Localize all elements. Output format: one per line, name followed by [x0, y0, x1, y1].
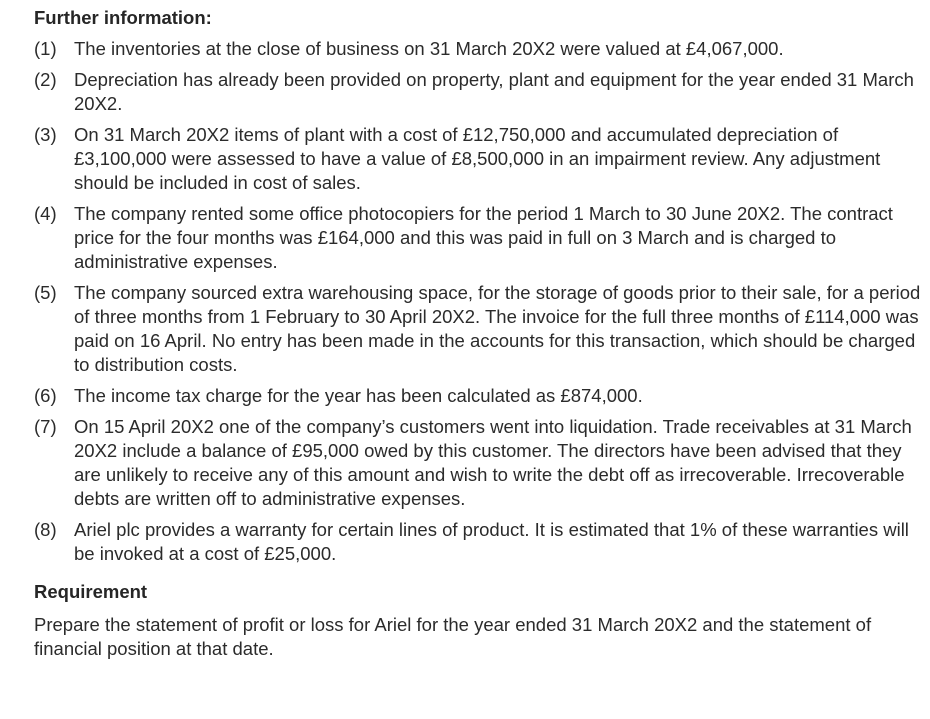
further-information-list [34, 37, 928, 566]
item-number: (4) [34, 203, 57, 224]
list-item-5 [34, 281, 928, 377]
requirement-text: Prepare the statement of profit or loss for Ariel for the year ended 31 March 20X2 and the statement of financial position at that date. [34, 614, 872, 659]
item-text: On 15 April 20X2 one of the company’s customers went into liquidation. Trade receivables at 31 March 20X2 include a balance of £95,000 owed by this customer. The directors have been advised that they are unlikely to receive any of this amount and wish to write the debt off as irrecoverable. Irrecoverable debts are written off to administrative expenses. [74, 416, 912, 509]
requirement-heading: Requirement [34, 581, 148, 602]
further-information-heading: Further information: [34, 7, 212, 28]
item-text: On 31 March 20X2 items of plant with a cost of £12,750,000 and accumulated depreciation of £3,100,000 were assessed to have a value of £8,500,000 in an impairment review. Any adjustment should be included in cost of sales. [74, 124, 881, 193]
document [34, 6, 928, 661]
item-number: (2) [34, 69, 57, 90]
list-item-8 [34, 518, 928, 566]
item-number: (7) [34, 416, 57, 437]
item-number: (6) [34, 385, 57, 406]
list-item-6 [34, 384, 928, 408]
list-item-1 [34, 37, 928, 61]
list-item-3 [34, 123, 928, 195]
item-text: The income tax charge for the year has been calculated as £874,000. [74, 385, 643, 406]
item-text: Ariel plc provides a warranty for certain lines of product. It is estimated that 1% of these warranties will be invoked at a cost of £25,000. [74, 519, 909, 564]
item-text: The company rented some office photocopiers for the period 1 March to 30 June 20X2. The contract price for the four months was £164,000 and this was paid in full on 3 March and is charged to administrative expenses. [74, 203, 893, 272]
item-number: (1) [34, 38, 57, 59]
item-number: (8) [34, 519, 57, 540]
item-text: Depreciation has already been provided on property, plant and equipment for the year ended 31 March 20X2. [74, 69, 914, 114]
list-item-4 [34, 202, 928, 274]
list-item-7 [34, 415, 928, 511]
list-item-2 [34, 68, 928, 116]
item-text: The company sourced extra warehousing space, for the storage of goods prior to their sale, for a period of three months from 1 February to 30 April 20X2. The invoice for the full three months of £114,000 was paid on 16 April. No entry has been made in the accounts for this transaction, which should be charged to distribution costs. [74, 282, 921, 375]
item-number: (3) [34, 124, 57, 145]
item-text: The inventories at the close of business on 31 March 20X2 were valued at £4,067,000. [74, 38, 784, 59]
item-number: (5) [34, 282, 57, 303]
